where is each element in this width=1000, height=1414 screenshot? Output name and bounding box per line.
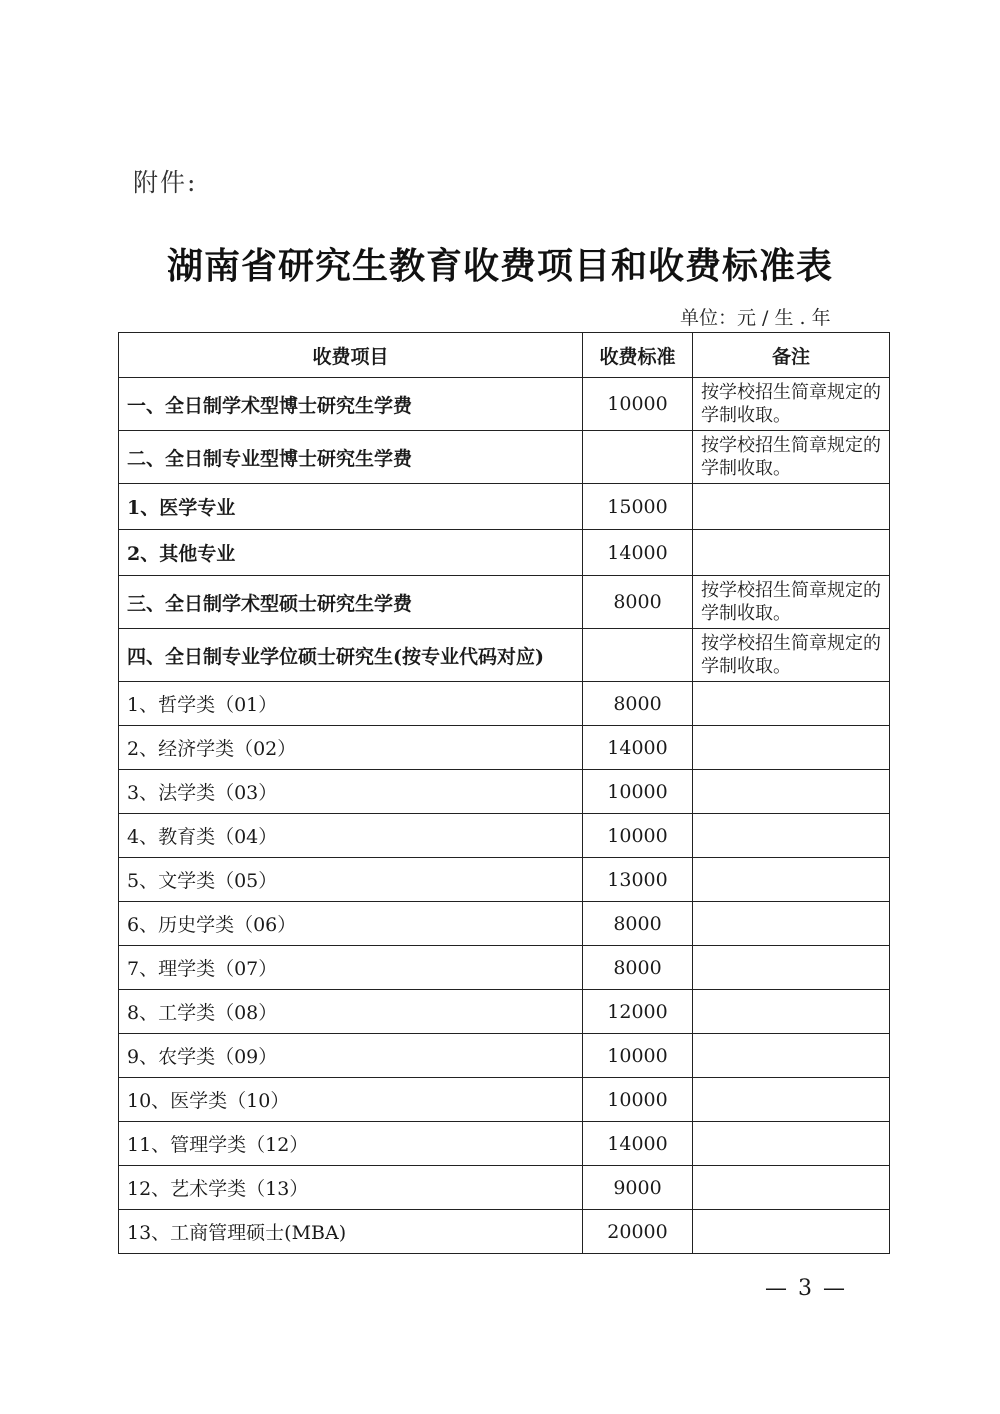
row-note xyxy=(693,1166,890,1210)
table-row xyxy=(119,1210,890,1254)
row-fee: 8000 xyxy=(583,682,693,726)
row-note: 按学校招生简章规定的学制收取。 xyxy=(693,576,890,629)
table-row xyxy=(119,576,890,629)
row-fee: 14000 xyxy=(583,726,693,770)
row-fee: 9000 xyxy=(583,1166,693,1210)
unit-label: 单位：元 / 生 . 年 xyxy=(680,307,831,329)
row-fee: 13000 xyxy=(583,858,693,902)
row-item: 1、医学专业 xyxy=(119,484,583,530)
table-row xyxy=(119,1166,890,1210)
table-row xyxy=(119,990,890,1034)
row-fee xyxy=(583,431,693,484)
row-item: 13、工商管理硕士(MBA) xyxy=(119,1210,583,1254)
table-row xyxy=(119,814,890,858)
row-note xyxy=(693,1122,890,1166)
row-note xyxy=(693,682,890,726)
row-item: 2、其他专业 xyxy=(119,530,583,576)
table-row xyxy=(119,858,890,902)
table-row xyxy=(119,378,890,431)
row-item: 8、工学类（08） xyxy=(119,990,583,1034)
row-fee: 10000 xyxy=(583,814,693,858)
page-number: — 3 — xyxy=(765,1276,847,1301)
row-note xyxy=(693,484,890,530)
row-fee: 8000 xyxy=(583,576,693,629)
row-note xyxy=(693,946,890,990)
row-fee: 10000 xyxy=(583,770,693,814)
row-item: 二、全日制专业型博士研究生学费 xyxy=(119,431,583,484)
row-item: 2、经济学类（02） xyxy=(119,726,583,770)
table-row xyxy=(119,431,890,484)
row-item: 12、艺术学类（13） xyxy=(119,1166,583,1210)
row-item: 4、教育类（04） xyxy=(119,814,583,858)
table-row xyxy=(119,682,890,726)
row-note xyxy=(693,858,890,902)
row-note: 按学校招生简章规定的学制收取。 xyxy=(693,629,890,682)
row-note xyxy=(693,902,890,946)
table-row xyxy=(119,1122,890,1166)
row-fee: 20000 xyxy=(583,1210,693,1254)
header-item: 收费项目 xyxy=(119,333,583,378)
header-fee: 收费标准 xyxy=(583,333,693,378)
row-item: 四、全日制专业学位硕士研究生(按专业代码对应) xyxy=(119,629,583,682)
row-note xyxy=(693,1210,890,1254)
row-item: 9、农学类（09） xyxy=(119,1034,583,1078)
row-fee: 14000 xyxy=(583,530,693,576)
row-fee: 10000 xyxy=(583,378,693,431)
row-note xyxy=(693,814,890,858)
table-row xyxy=(119,726,890,770)
fee-table xyxy=(118,332,890,1254)
row-item: 三、全日制学术型硕士研究生学费 xyxy=(119,576,583,629)
row-note xyxy=(693,770,890,814)
table-row xyxy=(119,946,890,990)
row-item: 6、历史学类（06） xyxy=(119,902,583,946)
row-note: 按学校招生简章规定的学制收取。 xyxy=(693,431,890,484)
row-item: 10、医学类（10） xyxy=(119,1078,583,1122)
row-item: 11、管理学类（12） xyxy=(119,1122,583,1166)
row-item: 3、法学类（03） xyxy=(119,770,583,814)
table-row xyxy=(119,484,890,530)
row-fee: 8000 xyxy=(583,946,693,990)
table-row xyxy=(119,629,890,682)
row-item: 一、全日制学术型博士研究生学费 xyxy=(119,378,583,431)
row-item: 1、哲学类（01） xyxy=(119,682,583,726)
table-row xyxy=(119,1078,890,1122)
row-note xyxy=(693,726,890,770)
row-note xyxy=(693,530,890,576)
header-note: 备注 xyxy=(693,333,890,378)
row-note xyxy=(693,1078,890,1122)
row-fee: 10000 xyxy=(583,1078,693,1122)
row-note xyxy=(693,990,890,1034)
table-row xyxy=(119,1034,890,1078)
row-item: 7、理学类（07） xyxy=(119,946,583,990)
table-row xyxy=(119,770,890,814)
row-item: 5、文学类（05） xyxy=(119,858,583,902)
table-row xyxy=(119,530,890,576)
row-fee: 10000 xyxy=(583,1034,693,1078)
row-fee: 12000 xyxy=(583,990,693,1034)
row-fee: 15000 xyxy=(583,484,693,530)
page-title: 湖南省研究生教育收费项目和收费标准表 xyxy=(166,245,833,287)
row-note xyxy=(693,1034,890,1078)
table-row xyxy=(119,902,890,946)
row-note: 按学校招生简章规定的学制收取。 xyxy=(693,378,890,431)
attachment-label: 附件: xyxy=(133,168,198,197)
row-fee: 14000 xyxy=(583,1122,693,1166)
row-fee: 8000 xyxy=(583,902,693,946)
row-fee xyxy=(583,629,693,682)
